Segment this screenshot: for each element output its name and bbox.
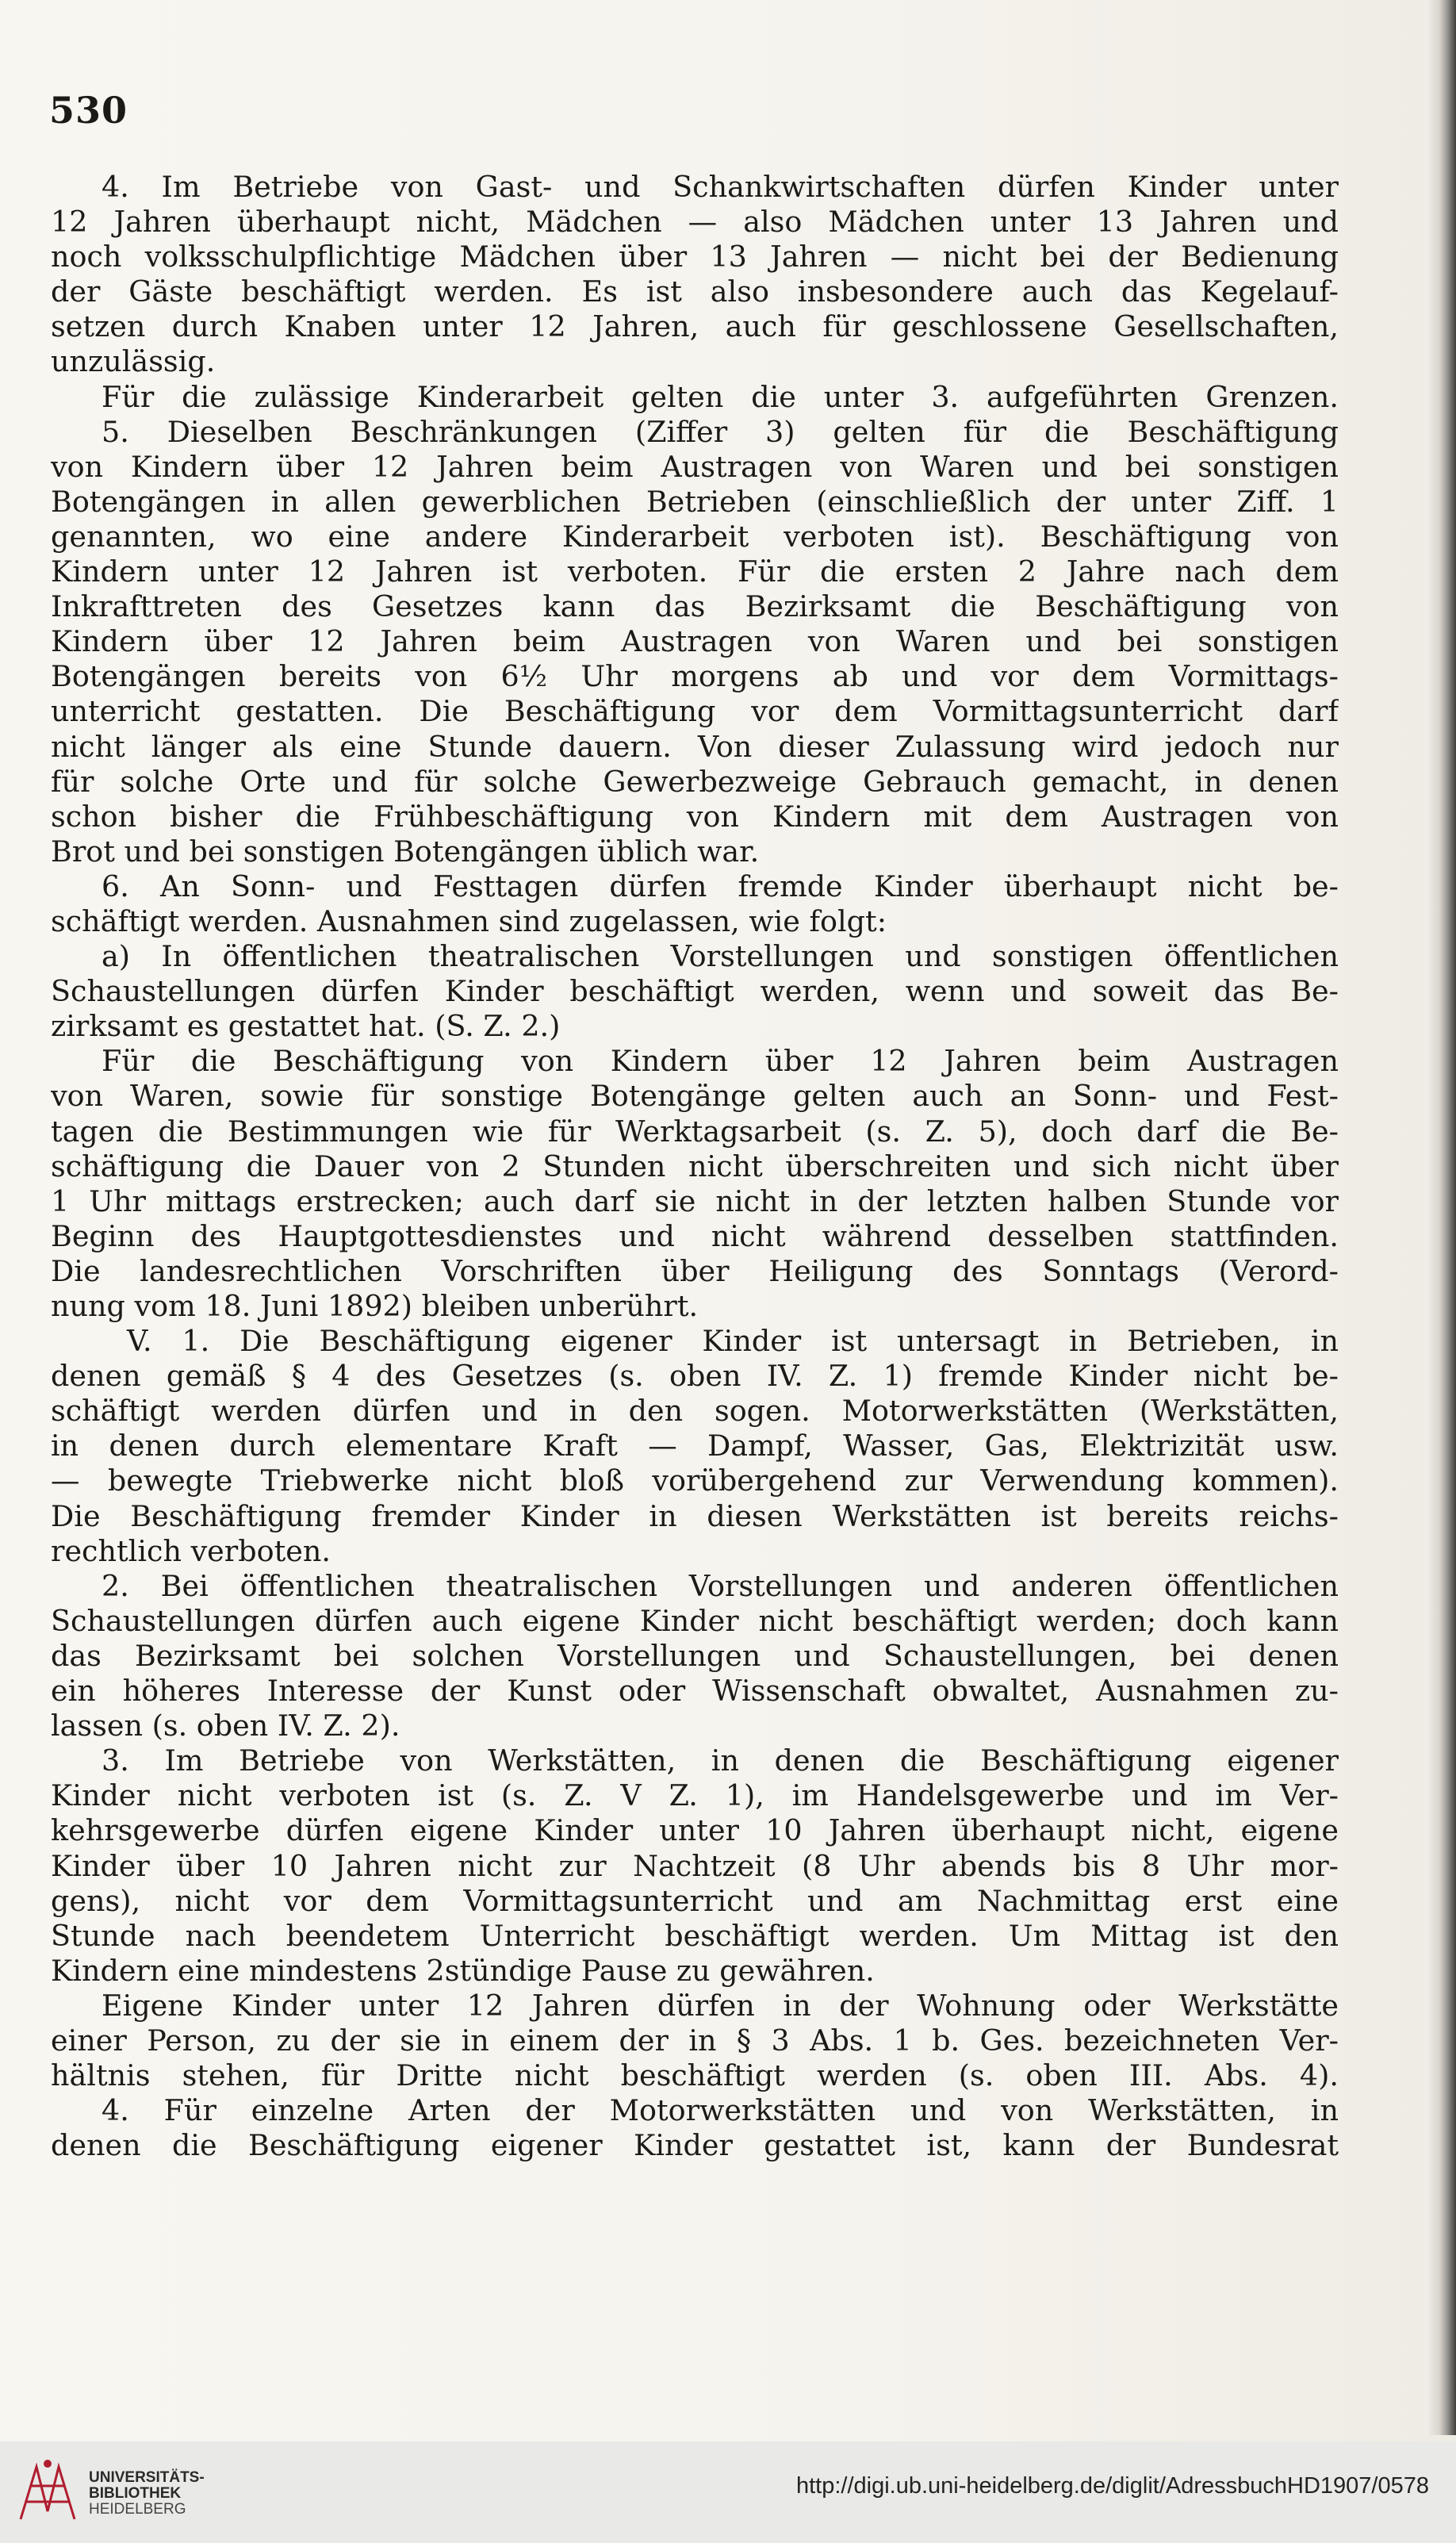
text-line: 5. Dieselben Beschränkungen (Ziffer 3) gelten für die Beschäftigung [102,414,1339,449]
text-line: gens), nicht vor dem Vormittagsunterricht und am Nachmittag erst eine [51,1883,1339,1918]
text-line: einer Person, zu der sie in einem der in § 3 Abs. 1 b. Ges. bezeichneten Ver- [51,2023,1339,2058]
text-line: Brot und bei sonstigen Botengängen üblich war. [51,834,760,869]
text-line: 4. Für einzelne Arten der Motorwerkstätten und von Werkstätten, in [102,2093,1339,2128]
text-line: in denen durch elementare Kraft — Dampf, Wasser, Gas, Elektrizität usw. [51,1429,1339,1463]
text-line: nung vom 18. Juni 1892) bleiben unberührt. [51,1289,699,1323]
text-line: 6. An Sonn- und Festtagen dürfen fremde Kinder überhaupt nicht be- [102,869,1339,903]
text-line: genannten, wo eine andere Kinderarbeit verboten ist). Beschäftigung von [51,519,1339,554]
library-name-line: HEIDELBERG [89,2501,186,2518]
text-line: kehrsgewerbe dürfen eigene Kinder unter 10 Jahren überhaupt nicht, eigene [51,1813,1339,1848]
text-line: 1 Uhr mittags erstrecken; auch darf sie nicht in der letzten halben Stunde vor [51,1183,1339,1218]
text-line: schon bisher die Frühbeschäftigung von Kindern mit dem Austragen von [51,799,1339,834]
text-line: nicht länger als eine Stunde dauern. Von dieser Zulassung wird jedoch nur [51,729,1339,764]
text-line: schäftigt werden. Ausnahmen sind zugelassen, wie folgt: [51,903,887,938]
text-line: für solche Orte und für solche Gewerbezweige Gebrauch gemacht, in denen [51,764,1339,799]
text-line: schäftigt werden dürfen und in den sogen. Motorwerkstätten (Werkstätten, [51,1394,1339,1429]
text-line: rechtlich verboten. [51,1533,331,1568]
text-line: Kindern unter 12 Jahren ist verboten. Für die ersten 2 Jahre nach dem [51,554,1339,589]
text-line: Kinder über 10 Jahren nicht zur Nachtzeit (8 Uhr abends bis 8 Uhr mor- [51,1848,1339,1883]
text-line: der Gäste beschäftigt werden. Es ist also insbesondere auch das Kegelauf- [51,274,1339,309]
text-line: lassen (s. oben IV. Z. 2). [51,1709,400,1743]
text-line: Botengängen in allen gewerblichen Betrieben (einschließlich der unter Ziff. 1 [51,484,1339,519]
text-line: 2. Bei öffentlichen theatralischen Vorstellungen und anderen öffentlichen [102,1568,1339,1603]
text-line: Eigene Kinder unter 12 Jahren dürfen in der Wohnung oder Werkstätte [102,1988,1339,2023]
text-line: Die Beschäftigung fremder Kinder in diesen Werkstätten ist bereits reichs- [51,1498,1339,1533]
library-name-line: UNIVERSITÄTS- [89,2469,205,2486]
text-line: Für die zulässige Kinderarbeit gelten die unter 3. aufgeführten Grenzen. [102,379,1339,414]
text-line: von Kindern über 12 Jahren beim Austragen von Waren und bei sonstigen [51,449,1339,484]
library-name-line: BIBLIOTHEK [89,2485,182,2502]
university-seal-icon [13,2456,82,2529]
text-line: Kindern über 12 Jahren beim Austragen von Waren und bei sonstigen [51,624,1339,659]
text-line: Inkrafttreten des Gesetzes kann das Bezirksamt die Beschäftigung von [51,589,1339,624]
text-line: denen gemäß § 4 des Gesetzes (s. oben IV. Z. 1) fremde Kinder nicht be- [51,1359,1339,1394]
text-line: hältnis stehen, für Dritte nicht beschäftigt werden (s. oben III. Abs. 4). [51,2058,1339,2093]
text-line: — bewegte Triebwerke nicht bloß vorübergehend zur Verwendung kommen). [51,1463,1339,1498]
text-line: Botengängen bereits von 6½ Uhr morgens ab und vor dem Vormittags- [51,659,1339,694]
page-number: 530 [49,89,128,132]
body-text [51,170,1339,2163]
text-line: Für die Beschäftigung von Kindern über 12 Jahren beim Austragen [102,1044,1339,1079]
text-line: Beginn des Hauptgottesdienstes und nicht während desselben stattfinden. [51,1218,1339,1253]
text-line: von Waren, sowie für sonstige Botengänge gelten auch an Sonn- und Fest- [51,1079,1339,1114]
library-name[interactable] [89,2470,205,2518]
text-line: unterricht gestatten. Die Beschäftigung vor dem Vormittagsunterricht darf [51,694,1339,729]
text-line: 4. Im Betriebe von Gast- und Schankwirtschaften dürfen Kinder unter [102,170,1339,204]
scan-page-edge [1426,0,1456,2435]
text-line: zirksamt es gestattet hat. (S. Z. 2.) [51,1009,561,1044]
text-line: Schaustellungen dürfen auch eigene Kinder nicht beschäftigt werden; doch kann [51,1603,1339,1638]
text-line: Schaustellungen dürfen Kinder beschäftigt werden, wenn und soweit das Be- [51,974,1339,1009]
text-line: Kinder nicht verboten ist (s. Z. V Z. 1), im Handelsgewerbe und im Ver- [51,1778,1339,1813]
text-line: Die landesrechtlichen Vorschriften über Heiligung des Sonntags (Verord- [51,1253,1339,1288]
text-line: schäftigung die Dauer von 2 Stunden nicht überschreiten und sich nicht über [51,1149,1339,1183]
text-line: ein höheres Interesse der Kunst oder Wissenschaft obwaltet, Ausnahmen zu- [51,1674,1339,1709]
text-line: tagen die Bestimmungen wie für Werktagsarbeit (s. Z. 5), doch darf die Be- [51,1114,1339,1149]
text-line: unzulässig. [51,344,216,379]
text-line: Stunde nach beendetem Unterricht beschäftigt werden. Um Mittag ist den [51,1918,1339,1953]
text-line: a) In öffentlichen theatralischen Vorstellungen und sonstigen öffentlichen [102,939,1339,974]
viewer-footer [0,2441,1456,2543]
text-line: setzen durch Knaben unter 12 Jahren, auch für geschlossene Gesellschaften, [51,309,1339,344]
text-line: 3. Im Betriebe von Werkstätten, in denen die Beschäftigung eigener [102,1743,1339,1778]
source-url-link[interactable]: http://digi.ub.uni-heidelberg.de/diglit/AdressbuchHD1907/0578 [795,2473,1429,2499]
text-line: noch volksschulpflichtige Mädchen über 13 Jahren — nicht bei der Bedienung [51,240,1339,274]
text-line: denen die Beschäftigung eigener Kinder gestattet ist, kann der Bundesrat [51,2128,1339,2163]
text-line: Kindern eine mindestens 2stündige Pause zu gewähren. [51,1953,875,1988]
text-line: 12 Jahren überhaupt nicht, Mädchen — also Mädchen unter 13 Jahren und [51,205,1339,240]
text-line: das Bezirksamt bei solchen Vorstellungen und Schaustellungen, bei denen [51,1638,1339,1673]
text-line: V. 1. Die Beschäftigung eigener Kinder ist untersagt in Betrieben, in [127,1324,1339,1359]
